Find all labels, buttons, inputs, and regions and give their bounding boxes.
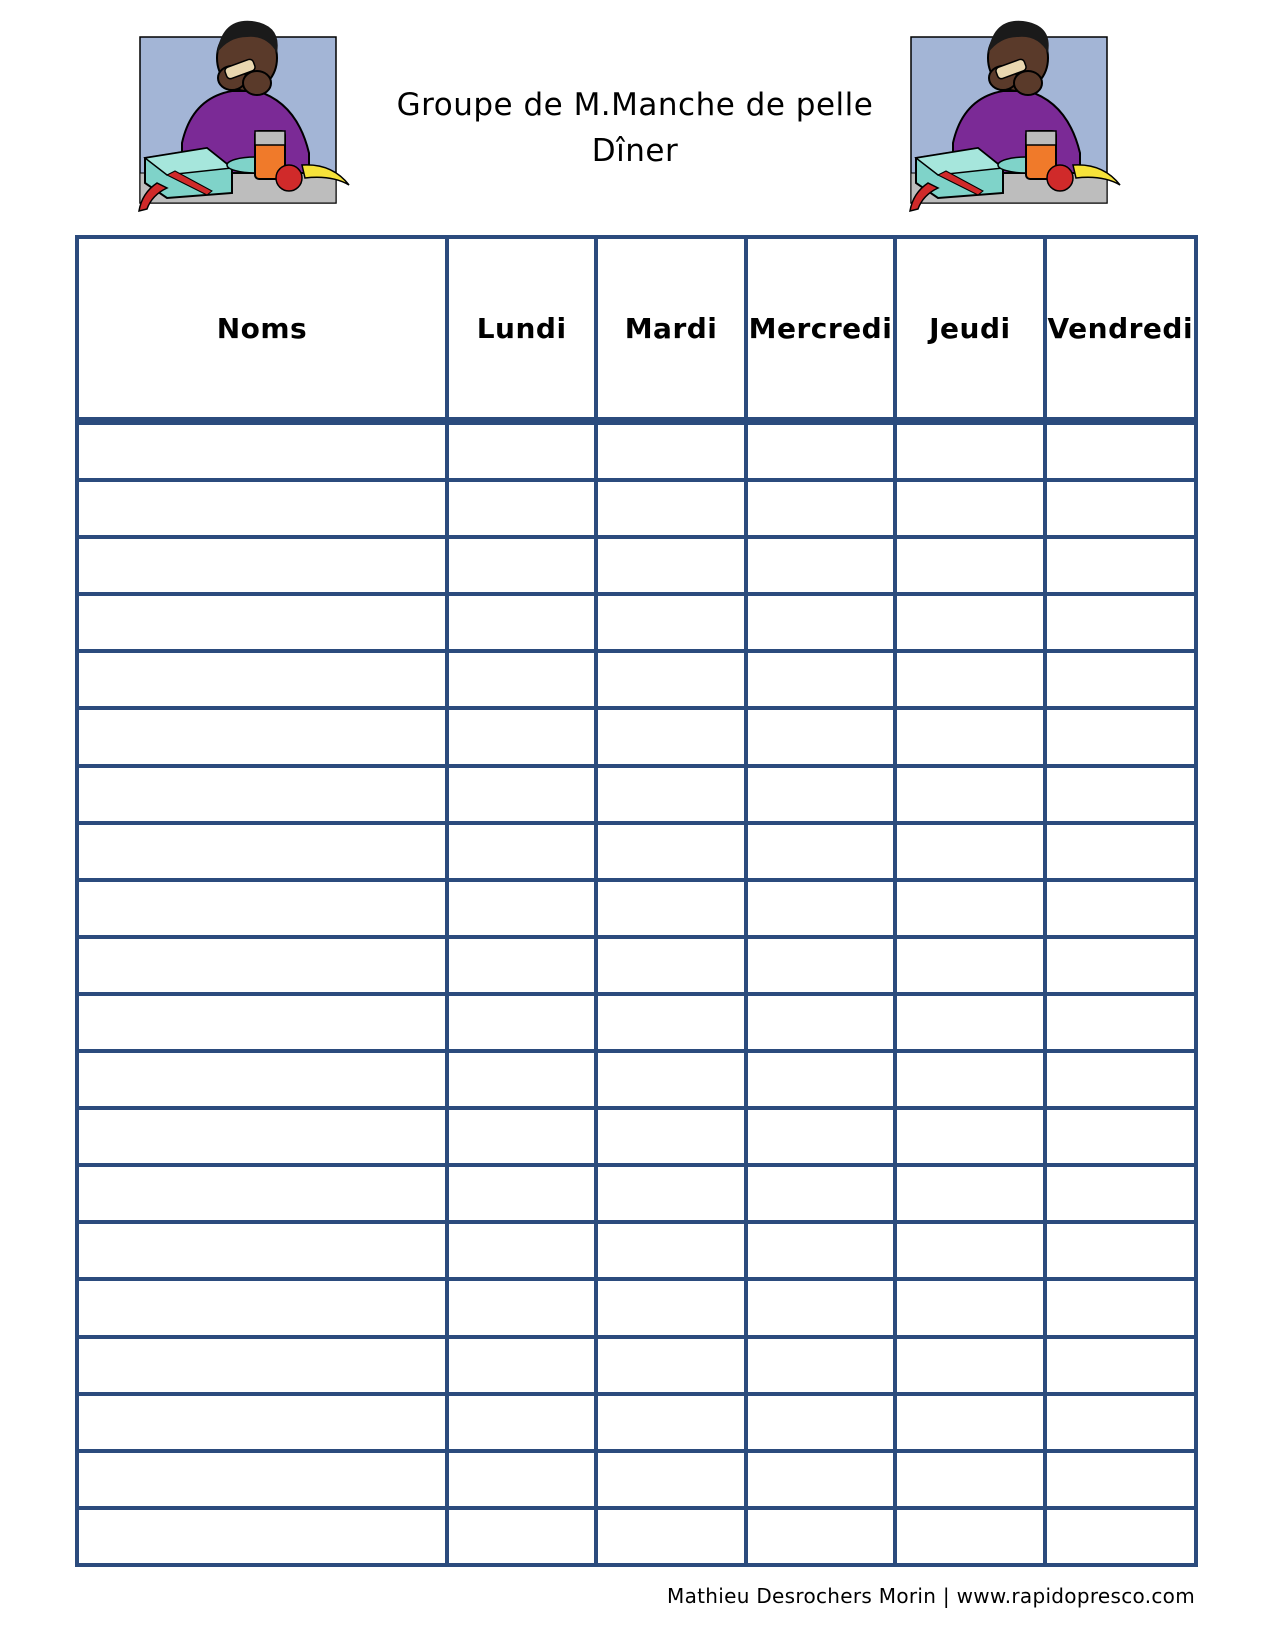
- attendance-table: [79, 239, 1194, 1563]
- table-row: [79, 537, 1194, 594]
- header-row: [79, 239, 1194, 421]
- table-row: [79, 421, 1194, 480]
- day-cell[interactable]: [596, 651, 745, 708]
- page-title: [360, 82, 910, 174]
- day-cell[interactable]: [1045, 1508, 1194, 1563]
- name-cell[interactable]: [79, 651, 447, 708]
- day-cell[interactable]: [596, 1279, 745, 1336]
- day-cell[interactable]: [895, 480, 1044, 537]
- day-cell[interactable]: [447, 823, 596, 880]
- day-cell[interactable]: [596, 480, 745, 537]
- day-cell[interactable]: [447, 1222, 596, 1279]
- day-cell[interactable]: [447, 421, 596, 480]
- day-cell[interactable]: [746, 994, 895, 1051]
- name-cell[interactable]: [79, 994, 447, 1051]
- day-cell[interactable]: [596, 421, 745, 480]
- day-cell[interactable]: [596, 880, 745, 937]
- name-cell[interactable]: [79, 1394, 447, 1451]
- day-cell[interactable]: [1045, 880, 1194, 937]
- table-row: [79, 1451, 1194, 1508]
- day-cell[interactable]: [1045, 1108, 1194, 1165]
- day-cell[interactable]: [895, 651, 1044, 708]
- day-cell[interactable]: [596, 1051, 745, 1108]
- day-cell[interactable]: [447, 594, 596, 651]
- day-cell[interactable]: [746, 421, 895, 480]
- day-cell[interactable]: [746, 594, 895, 651]
- day-cell[interactable]: [746, 1222, 895, 1279]
- day-cell[interactable]: [447, 480, 596, 537]
- day-cell[interactable]: [1045, 1051, 1194, 1108]
- name-cell[interactable]: [79, 480, 447, 537]
- day-cell[interactable]: [895, 1451, 1044, 1508]
- day-cell[interactable]: [596, 823, 745, 880]
- day-cell[interactable]: [1045, 1279, 1194, 1336]
- table-row: [79, 823, 1194, 880]
- day-cell[interactable]: [1045, 1394, 1194, 1451]
- day-cell[interactable]: [746, 823, 895, 880]
- name-cell[interactable]: [79, 766, 447, 823]
- day-cell[interactable]: [596, 766, 745, 823]
- table-row: [79, 594, 1194, 651]
- person-eating-lunch-icon: [137, 13, 352, 218]
- day-cell[interactable]: [746, 537, 895, 594]
- column-header-names: Noms: [79, 239, 447, 421]
- day-cell[interactable]: [746, 708, 895, 765]
- day-cell[interactable]: [746, 1051, 895, 1108]
- name-cell[interactable]: [79, 937, 447, 994]
- day-cell[interactable]: [746, 480, 895, 537]
- name-cell[interactable]: [79, 594, 447, 651]
- day-cell[interactable]: [746, 1394, 895, 1451]
- day-cell[interactable]: [746, 1279, 895, 1336]
- day-cell[interactable]: [1045, 537, 1194, 594]
- column-header-wednesday: Mercredi: [746, 239, 895, 421]
- day-cell[interactable]: [596, 994, 745, 1051]
- day-cell[interactable]: [596, 537, 745, 594]
- day-cell[interactable]: [746, 766, 895, 823]
- table-row: [79, 937, 1194, 994]
- table-row: [79, 1222, 1194, 1279]
- name-cell[interactable]: [79, 823, 447, 880]
- day-cell[interactable]: [1045, 1165, 1194, 1222]
- day-cell[interactable]: [746, 1451, 895, 1508]
- day-cell[interactable]: [447, 1451, 596, 1508]
- day-cell[interactable]: [895, 937, 1044, 994]
- day-cell[interactable]: [596, 1222, 745, 1279]
- table-row: [79, 1337, 1194, 1394]
- name-cell[interactable]: [79, 1051, 447, 1108]
- table-row: [79, 994, 1194, 1051]
- day-cell[interactable]: [746, 1337, 895, 1394]
- day-cell[interactable]: [1045, 1222, 1194, 1279]
- title-group: Groupe de M.Manche de pelle: [396, 87, 874, 123]
- footer-credit: Mathieu Desrochers Morin | www.rapidopresco.com: [667, 1584, 1195, 1608]
- person-eating-lunch-icon: [908, 13, 1123, 218]
- name-cell[interactable]: [79, 880, 447, 937]
- day-cell[interactable]: [1045, 1451, 1194, 1508]
- name-cell[interactable]: [79, 1165, 447, 1222]
- day-cell[interactable]: [447, 937, 596, 994]
- day-cell[interactable]: [895, 708, 1044, 765]
- day-cell[interactable]: [895, 421, 1044, 480]
- day-cell[interactable]: [447, 1165, 596, 1222]
- table-row: [79, 651, 1194, 708]
- day-cell[interactable]: [895, 1508, 1044, 1563]
- day-cell[interactable]: [447, 651, 596, 708]
- day-cell[interactable]: [447, 1051, 596, 1108]
- table-row: [79, 1508, 1194, 1563]
- name-cell[interactable]: [79, 1508, 447, 1563]
- day-cell[interactable]: [1045, 708, 1194, 765]
- day-cell[interactable]: [746, 937, 895, 994]
- table-row: [79, 708, 1194, 765]
- table-row: [79, 1394, 1194, 1451]
- name-cell[interactable]: [79, 1451, 447, 1508]
- name-cell[interactable]: [79, 708, 447, 765]
- day-cell[interactable]: [1045, 421, 1194, 480]
- table-row: [79, 766, 1194, 823]
- day-cell[interactable]: [895, 594, 1044, 651]
- day-cell[interactable]: [1045, 1337, 1194, 1394]
- day-cell[interactable]: [1045, 823, 1194, 880]
- day-cell[interactable]: [746, 880, 895, 937]
- day-cell[interactable]: [895, 994, 1044, 1051]
- column-header-friday: Vendredi: [1045, 239, 1194, 421]
- table-row: [79, 1279, 1194, 1336]
- name-cell[interactable]: [79, 1337, 447, 1394]
- day-cell[interactable]: [596, 1451, 745, 1508]
- table-row: [79, 480, 1194, 537]
- day-cell[interactable]: [447, 1108, 596, 1165]
- day-cell[interactable]: [895, 1051, 1044, 1108]
- day-cell[interactable]: [447, 1337, 596, 1394]
- day-cell[interactable]: [895, 1108, 1044, 1165]
- day-cell[interactable]: [1045, 994, 1194, 1051]
- name-cell[interactable]: [79, 1222, 447, 1279]
- table-row: [79, 1108, 1194, 1165]
- day-cell[interactable]: [447, 994, 596, 1051]
- day-cell[interactable]: [447, 708, 596, 765]
- day-cell[interactable]: [895, 880, 1044, 937]
- day-cell[interactable]: [1045, 937, 1194, 994]
- day-cell[interactable]: [746, 1108, 895, 1165]
- day-cell[interactable]: [746, 1508, 895, 1563]
- day-cell[interactable]: [447, 1394, 596, 1451]
- day-cell[interactable]: [895, 766, 1044, 823]
- name-cell[interactable]: [79, 421, 447, 480]
- day-cell[interactable]: [596, 594, 745, 651]
- day-cell[interactable]: [447, 880, 596, 937]
- day-cell[interactable]: [596, 1165, 745, 1222]
- day-cell[interactable]: [596, 1508, 745, 1563]
- day-cell[interactable]: [1045, 766, 1194, 823]
- day-cell[interactable]: [895, 1337, 1044, 1394]
- day-cell[interactable]: [895, 1222, 1044, 1279]
- day-cell[interactable]: [596, 708, 745, 765]
- day-cell[interactable]: [447, 537, 596, 594]
- day-cell[interactable]: [447, 766, 596, 823]
- column-header-tuesday: Mardi: [596, 239, 745, 421]
- name-cell[interactable]: [79, 1279, 447, 1336]
- table-row: [79, 1051, 1194, 1108]
- day-cell[interactable]: [895, 1165, 1044, 1222]
- day-cell[interactable]: [447, 1279, 596, 1336]
- table-row: [79, 1165, 1194, 1222]
- day-cell[interactable]: [596, 1337, 745, 1394]
- day-cell[interactable]: [1045, 594, 1194, 651]
- name-cell[interactable]: [79, 537, 447, 594]
- attendance-sheet: [75, 235, 1198, 1567]
- day-cell[interactable]: [447, 1508, 596, 1563]
- day-cell[interactable]: [596, 1108, 745, 1165]
- day-cell[interactable]: [895, 537, 1044, 594]
- day-cell[interactable]: [895, 1394, 1044, 1451]
- day-cell[interactable]: [746, 651, 895, 708]
- day-cell[interactable]: [746, 1165, 895, 1222]
- day-cell[interactable]: [596, 1394, 745, 1451]
- column-header-monday: Lundi: [447, 239, 596, 421]
- day-cell[interactable]: [1045, 480, 1194, 537]
- day-cell[interactable]: [895, 823, 1044, 880]
- day-cell[interactable]: [1045, 651, 1194, 708]
- name-cell[interactable]: [79, 1108, 447, 1165]
- day-cell[interactable]: [596, 937, 745, 994]
- table-row: [79, 880, 1194, 937]
- column-header-thursday: Jeudi: [895, 239, 1044, 421]
- day-cell[interactable]: [895, 1279, 1044, 1336]
- title-meal: Dîner: [591, 133, 679, 169]
